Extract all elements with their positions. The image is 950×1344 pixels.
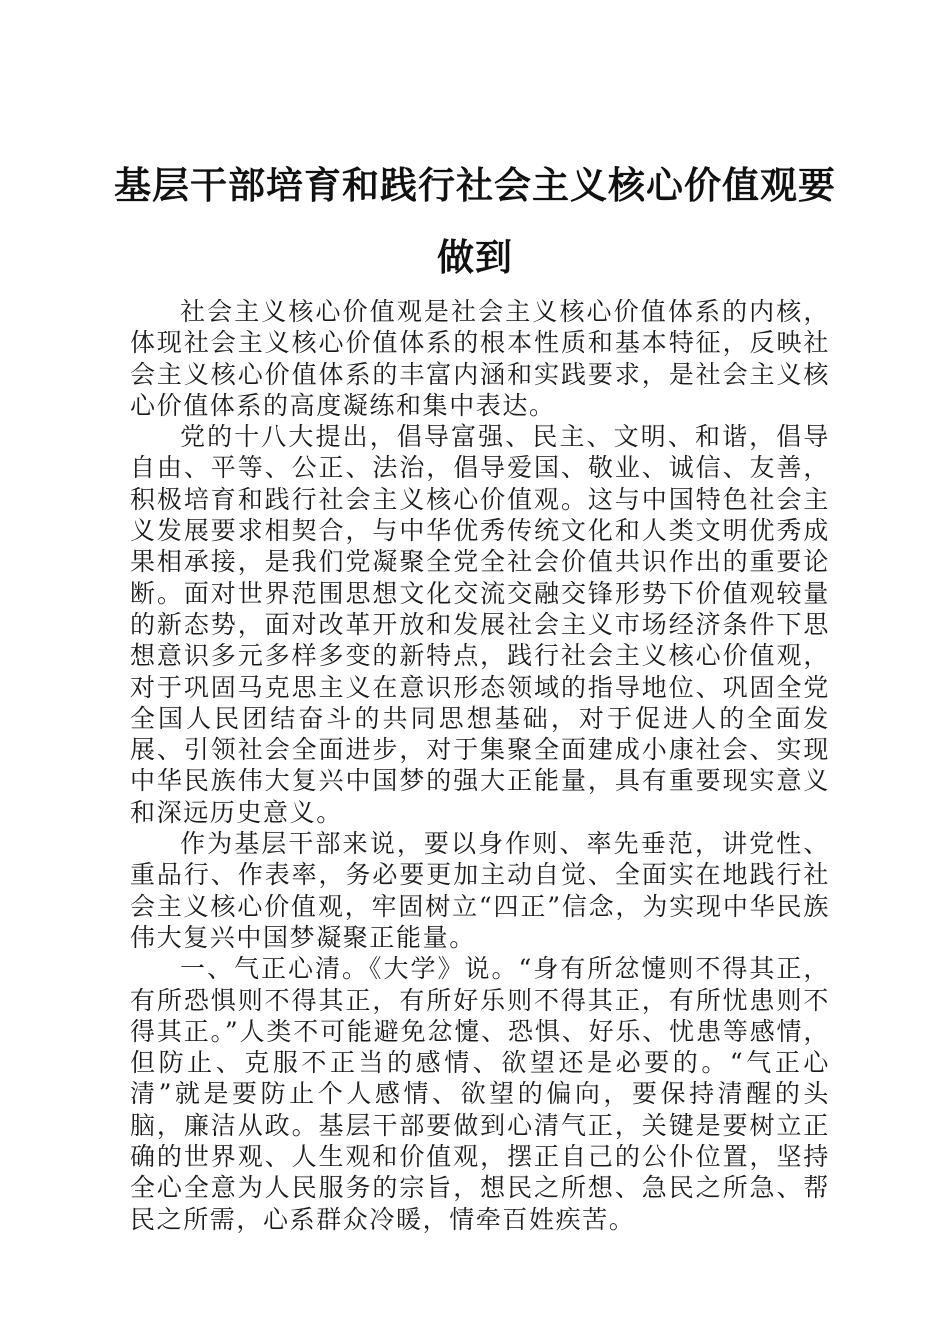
paragraph-section-one: 一、气正心清。《大学》说。“身有所忿懥则不得其正，有所恐惧则不得其正，有所好乐则不得其正，有所忧患则不得其正。”人类不可能避免忿懥、恐惧、好乐、忧患等感情，但防止、克服不正当的感情、欲望还是必要的。“气正心清”就是要防止个人感情、欲望的偏向，要保持清醒的头脑，廉洁从政。基层干部要做到心清气正，关键是要树立正确的世界观、人生观和价值观，摆正自己的公仆位置，坚持全心全意为人民服务的宗旨，想民之所想、急民之所急、帮民之所需，心系群众冷暖，情牵百姓疾苦。 bbox=[130, 954, 830, 1234]
paragraph-cadres: 作为基层干部来说，要以身作则、率先垂范，讲党性、重品行、作表率，务必要更加主动自觉、全面实在地践行社会主义核心价值观，牢固树立“四正”信念，为实现中华民族伟大复兴中国梦凝聚正能量。 bbox=[130, 829, 830, 952]
document-body bbox=[130, 296, 830, 1235]
paragraph-intro: 社会主义核心价值观是社会主义核心价值体系的内核，体现社会主义核心价值体系的根本性质和基本特征，反映社会主义核心价值体系的丰富内涵和实践要求，是社会主义核心价值体系的高度凝练和集中表达。 bbox=[130, 297, 830, 420]
paragraph-congress: 党的十八大提出，倡导富强、民主、文明、和谐，倡导自由、平等、公正、法治，倡导爱国、敬业、诚信、友善，积极培育和践行社会主义核心价值观。这与中国特色社会主义发展要求相契合，与中华优秀传统文化和人类文明优秀成果相承接，是我们党凝聚全党全社会价值共识作出的重要论断。面对世界范围思想文化交流交融交锋形势下价值观较量的新态势，面对改革开放和发展社会主义市场经济条件下思想意识多元多样多变的新特点，践行社会主义核心价值观，对于巩固马克思主义在意识形态领域的指导地位、巩固全党全国人民团结奋斗的共同思想基础，对于促进人的全面发展、引领社会全面进步，对于集聚全面建成小康社会、实现中华民族伟大复兴中国梦的强大正能量，具有重要现实意义和深远历史意义。 bbox=[130, 422, 830, 827]
document-title: 基层干部培育和践行社会主义核心价值观要做到 bbox=[114, 164, 836, 279]
